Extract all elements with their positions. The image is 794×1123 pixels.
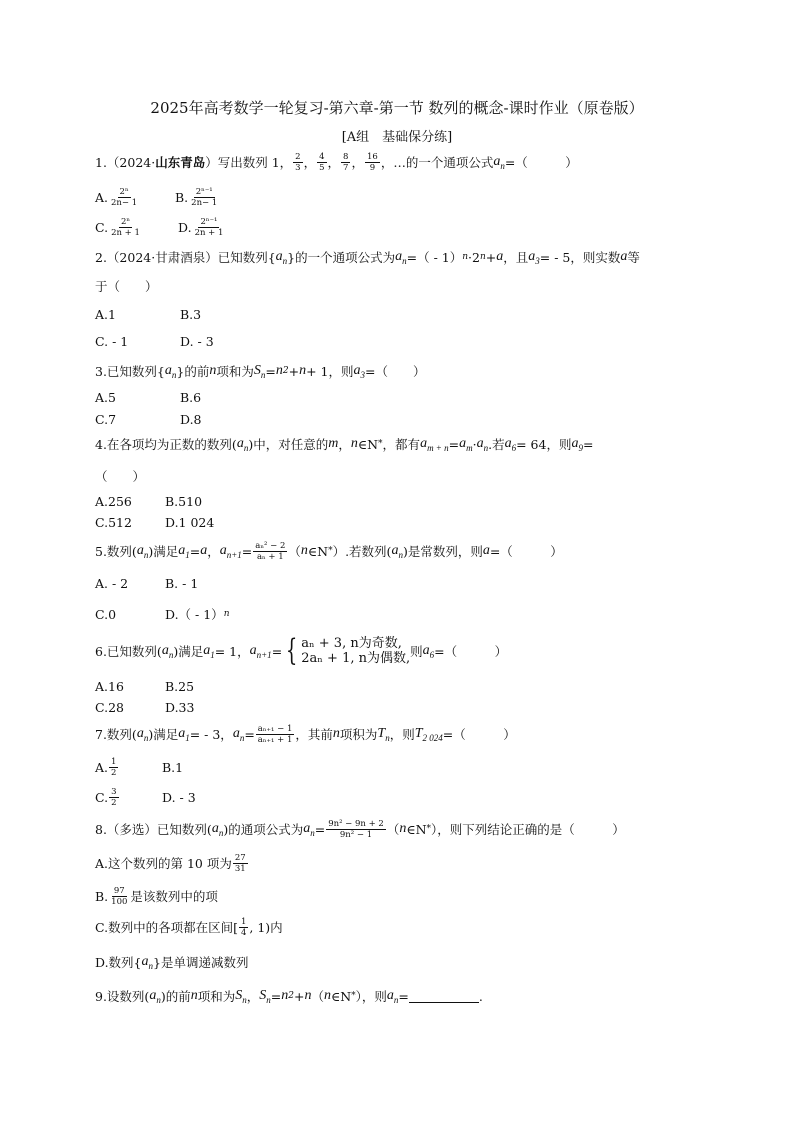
math-variable: $a_{n+1}$ [219, 542, 242, 560]
text-run: 2025年高考数学一轮复习-第六章-第一节 数列的概念-课时作业（原卷版） [150, 98, 644, 117]
math-variable: $T_n$ [377, 725, 390, 743]
math-variable: $a_n$ [164, 362, 177, 380]
subscript: n [310, 827, 315, 838]
fraction [239, 917, 248, 938]
math-variable: $a_n$ [476, 435, 489, 453]
math-variable: n [350, 436, 358, 451]
subscript: n [483, 442, 489, 453]
text-line [95, 981, 483, 1011]
fraction-numerator: 27 [234, 852, 246, 863]
superscript: 2 [282, 366, 289, 376]
math-variable: a [482, 543, 490, 558]
subscript: n+1 [256, 649, 272, 660]
text-run: D.33 [165, 699, 195, 715]
text-line [95, 182, 140, 212]
text-run: = [189, 543, 201, 559]
text-run: 9.设数列( [95, 989, 150, 1004]
superscript: n [223, 609, 230, 619]
subscript: 1 [185, 549, 190, 560]
text-run: . [478, 988, 483, 1004]
text-run: （ [386, 822, 400, 837]
option-text [175, 182, 220, 212]
subscript: n [402, 255, 407, 266]
option-text [180, 326, 214, 356]
text-run: ∈N [357, 436, 379, 452]
subscript: n [282, 255, 288, 266]
subscript: n [398, 549, 403, 560]
text-run: }是单调递减数列 [153, 955, 249, 970]
text-run: [A组 基础保分练] [341, 129, 453, 145]
text-run: ， [338, 437, 351, 452]
text-run: ∈N [330, 988, 352, 1004]
fraction-numerator: 8 [343, 151, 349, 162]
text-run: =（ ） [434, 644, 508, 659]
subscript: n [500, 160, 505, 171]
fraction [109, 187, 139, 208]
text-run: = [582, 436, 594, 452]
text-run: 5.数列( [95, 544, 137, 559]
text-run: =（ ） [364, 364, 426, 379]
fraction-numerator: 97 [113, 885, 125, 896]
text-run: ，都有 [382, 437, 421, 452]
text-run: A.256 [95, 493, 132, 509]
math-variable: $a_3$ [528, 248, 540, 266]
text-run: = 1， [214, 644, 250, 659]
math-variable: $a_n$ [275, 248, 288, 266]
text-run: 8.（多选）已知数列( [95, 822, 212, 837]
option-text [165, 507, 214, 537]
fraction-denominator: 5 [319, 162, 325, 173]
math-variable: $a_n$ [161, 642, 174, 660]
text-run: ， [351, 155, 364, 170]
text-run: = - 5，则实数 [539, 250, 621, 265]
text-run: }的前 [176, 364, 210, 379]
subscript: n [143, 549, 149, 560]
subscript: n [243, 442, 249, 453]
option-text [165, 568, 198, 598]
text-run: B. [95, 888, 109, 904]
option-text [178, 212, 226, 242]
text-run: = [398, 988, 409, 1004]
math-variable: $a_n$ [141, 953, 154, 971]
superscript: * [351, 991, 356, 1001]
fraction [109, 217, 142, 238]
text-run: C. [95, 789, 109, 805]
subscript: n [156, 994, 161, 1005]
section-subtitle [0, 120, 794, 150]
math-variable: $a_n$ [236, 435, 249, 453]
fraction-numerator: 1 [111, 756, 117, 767]
subscript: n [239, 732, 245, 743]
math-variable: $a_n$ [136, 542, 149, 560]
text-run: C.28 [95, 699, 124, 715]
text-run: )是常数列，则 [402, 544, 483, 559]
text-run: A.这个数列的第 10 项为 [95, 856, 232, 871]
fraction-numerator: 2 [295, 151, 301, 162]
text-run: )满足 [173, 644, 204, 659]
superscript: n [479, 252, 486, 262]
text-line [95, 356, 425, 386]
text-run: C.512 [95, 514, 132, 530]
text-line [95, 692, 124, 722]
option-text [162, 782, 196, 812]
text-run: 项和为 [216, 364, 254, 379]
math-variable: $a_1$ [178, 725, 190, 743]
cases-rows [301, 636, 410, 666]
text-run: D. - 3 [180, 333, 214, 349]
text-run: B.510 [165, 493, 203, 509]
text-run: =（ ） [504, 155, 578, 170]
text-run: ），则下列结论正确的是（ ） [431, 822, 625, 837]
text-line [95, 848, 249, 878]
subscript: 1 [210, 649, 215, 660]
text-line [95, 719, 516, 749]
text-run: =（ ） [489, 544, 563, 559]
math-variable: $a_m$ [459, 435, 473, 453]
fraction-denominator: aₙ + 1 [256, 551, 284, 562]
text-run: = [265, 363, 276, 379]
text-run: )的前 [160, 989, 191, 1004]
text-run: = [244, 726, 255, 742]
text-run: A. [95, 189, 109, 205]
text-run: 7.数列( [95, 727, 137, 742]
subscript: 3 [360, 369, 365, 380]
subscript: m [466, 442, 473, 453]
text-run: B.3 [180, 306, 202, 322]
text-line [95, 147, 578, 177]
fraction [253, 541, 287, 562]
fraction-denominator: 100 [111, 896, 128, 907]
text-run: D.1 024 [165, 514, 215, 530]
math-variable: n [332, 726, 340, 741]
text-run: D.（ - 1） [165, 607, 224, 622]
text-line [95, 912, 283, 942]
math-variable: n [275, 363, 283, 378]
fraction [109, 757, 118, 778]
text-run: （ [288, 544, 301, 559]
math-variable: m [328, 436, 339, 451]
subscript: n [218, 827, 224, 838]
text-run: 于（ ） [95, 279, 158, 294]
math-variable: $a_n$ [211, 820, 224, 838]
option-text [180, 299, 201, 329]
fraction-numerator: 3 [111, 786, 117, 797]
page-title [0, 92, 794, 122]
fraction [233, 853, 248, 874]
fraction-numerator: 9n² − 9n + 2 [328, 818, 384, 829]
text-run: C.数列中的各项都在区间 [95, 920, 234, 935]
text-run: 2.（2024·甘肃酒泉）已知数列{ [95, 250, 276, 265]
subscript: n [171, 369, 177, 380]
text-run: （ ） [95, 469, 146, 484]
fraction-denominator: 2 [111, 797, 117, 808]
fraction-denominator: 2n + 1 [111, 227, 140, 238]
fraction [109, 787, 118, 808]
fraction-numerator: 16 [366, 151, 378, 162]
text-run: ∈N [406, 821, 427, 837]
text-run: ，其前 [295, 727, 333, 742]
text-line [95, 429, 593, 459]
text-run: = [448, 436, 460, 452]
text-line [95, 242, 640, 272]
text-run: ， [327, 155, 341, 170]
text-line [95, 326, 128, 356]
subscript: 6 [511, 442, 517, 453]
math-variable: $a_6$ [504, 435, 517, 453]
text-run: B. - 1 [165, 575, 199, 591]
text-run: 项积为 [339, 727, 378, 742]
text-run: = - 3， [189, 727, 233, 742]
math-variable: $a_n$ [391, 542, 403, 560]
text-run: 是该数列中的项 [130, 889, 218, 904]
text-run: + [293, 988, 305, 1004]
case-row: 2aₙ + 1, n为偶数, [301, 651, 411, 666]
superscript: n [462, 252, 469, 262]
math-variable: n [323, 988, 331, 1003]
subscript: 9 [578, 442, 583, 453]
text-run: 6.已知数列( [95, 644, 162, 659]
math-variable: $a_9$ [571, 435, 583, 453]
text-run: }的一个通项公式为 [287, 250, 396, 265]
subscript: n [393, 994, 399, 1005]
math-variable: $a_1$ [203, 642, 215, 660]
subscript: n [148, 960, 154, 971]
math-variable: a [620, 249, 628, 264]
fraction [256, 724, 295, 745]
fraction [109, 886, 129, 907]
text-line [95, 568, 128, 598]
subscript: n [143, 732, 149, 743]
text-run: , 1)内 [249, 920, 283, 935]
fraction-numerator: 2ⁿ⁻¹ [200, 216, 218, 227]
math-variable: $a_{m + n}$ [420, 435, 449, 453]
text-run: ）.若数列( [332, 544, 392, 559]
text-run: ），则 [355, 989, 387, 1004]
text-run: ， [303, 155, 317, 170]
text-run: A. - 2 [95, 575, 129, 591]
subscript: 1 [185, 732, 190, 743]
text-run: = [314, 821, 326, 837]
text-line [95, 599, 116, 629]
text-run: .若 [488, 437, 505, 452]
math-variable: $a_1$ [178, 542, 190, 560]
text-run: ，则 [389, 727, 415, 742]
text-run: )中，对任意的 [248, 437, 329, 452]
left-brace: { [285, 633, 298, 668]
text-run: )的通项公式为 [223, 822, 304, 837]
subscript: n+1 [226, 549, 242, 560]
text-run: D.数列{ [95, 955, 142, 970]
text-run: C.0 [95, 606, 117, 622]
math-variable: n [304, 988, 312, 1003]
text-run: A.1 [95, 306, 116, 322]
text-run: 等 [627, 250, 640, 265]
math-variable: $T_{2 024}$ [414, 725, 443, 743]
text-run: （ [311, 989, 324, 1004]
math-variable: $a_n$ [395, 248, 407, 266]
text-run: ）写出数列 1， [205, 155, 293, 170]
text-run: [ [233, 919, 238, 935]
fraction-numerator: 4 [319, 151, 325, 162]
text-run: + 1，则 [306, 364, 354, 379]
fraction [365, 152, 380, 173]
text-run: = 64，则 [516, 437, 572, 452]
superscript: * [426, 824, 432, 834]
text-run: 1.（2024· [95, 155, 156, 170]
text-line [95, 814, 625, 844]
piecewise-cases [282, 633, 411, 668]
text-run: )满足 [148, 544, 179, 559]
math-variable: $a_n$ [493, 153, 505, 171]
text-run: B.1 [162, 759, 184, 775]
fraction [326, 819, 386, 840]
text-run: = [270, 988, 282, 1004]
text-run: =（ ） [442, 727, 516, 742]
fraction-denominator: aₙ₊₁ + 1 [257, 734, 293, 745]
subscript: n [260, 369, 266, 380]
text-line [95, 212, 143, 242]
fraction [341, 152, 350, 173]
subscript: n [242, 994, 247, 1005]
answer-blank[interactable] [409, 990, 479, 1003]
text-run: B.25 [165, 678, 195, 694]
fraction [193, 217, 226, 238]
fraction-denominator: 2n− 1 [111, 197, 138, 208]
subscript: 6 [429, 649, 435, 660]
fraction-numerator: aₙ₊₁ − 1 [257, 723, 293, 734]
math-variable: $a_n$ [149, 987, 161, 1005]
text-run: = [271, 643, 283, 659]
text-run: + [288, 363, 300, 379]
math-variable: n [209, 363, 217, 378]
math-variable: n [299, 363, 307, 378]
text-run: )满足 [148, 727, 179, 742]
text-run: 项和为 [197, 989, 236, 1004]
text-run: + [485, 249, 497, 265]
fraction-numerator: 2ⁿ [120, 216, 131, 227]
option-text [165, 692, 194, 722]
math-variable: n [399, 821, 407, 836]
text-line [95, 947, 248, 977]
text-line [95, 752, 119, 782]
text-run: C. - 1 [95, 333, 129, 349]
math-variable: $a_n$ [386, 987, 399, 1005]
subscript: n [385, 732, 390, 743]
superscript: * [378, 439, 383, 449]
fraction-denominator: 3 [295, 162, 301, 173]
fraction-denominator: 31 [234, 863, 246, 874]
option-text [162, 752, 183, 782]
fraction-numerator: 2ⁿ⁻¹ [195, 186, 213, 197]
text-run: ， [246, 989, 260, 1004]
math-variable: $a_n$ [136, 725, 149, 743]
text-run: A. [95, 759, 109, 775]
text-run: = [241, 543, 253, 559]
subscript: 3 [535, 255, 540, 266]
text-line [95, 507, 132, 537]
text-run: C. [95, 219, 109, 235]
text-run: 则 [410, 644, 423, 659]
subscript: m + n [427, 442, 449, 453]
text-run: D.8 [180, 411, 202, 427]
math-variable: $a_n$ [232, 725, 245, 743]
option-text [165, 599, 229, 629]
text-line [95, 271, 158, 301]
fraction-numerator: 2ⁿ [119, 186, 129, 197]
text-run: 4.在各项均为正数的数列( [95, 437, 237, 452]
text-run: ·2 [468, 249, 480, 265]
fraction-denominator: 2n + 1 [194, 227, 224, 238]
text-line [95, 536, 563, 566]
text-run: 3.已知数列{ [95, 364, 165, 379]
math-variable: $a_{n+1}$ [249, 642, 272, 660]
text-line [95, 633, 508, 668]
text-line [95, 782, 120, 812]
math-variable: $a_6$ [422, 642, 435, 660]
text-run: =（ - 1） [406, 250, 463, 265]
fraction-denominator: 2n− 1 [191, 197, 218, 208]
text-run: ，且 [503, 250, 529, 265]
math-variable: a [200, 543, 208, 558]
text-run: ，…的一个通项公式 [380, 155, 494, 170]
superscript: * [328, 546, 333, 556]
fraction-denominator: 7 [343, 162, 349, 173]
subscript: n [168, 649, 174, 660]
fraction [189, 187, 219, 208]
math-variable: n [190, 988, 198, 1003]
fraction-numerator: aₙ² − 2 [255, 540, 286, 551]
text-line [95, 881, 218, 911]
text-run: D. [178, 219, 192, 235]
fraction-numerator: 1 [240, 916, 247, 927]
text-line [95, 299, 116, 329]
math-variable: $a_n$ [303, 820, 315, 838]
text-run: B.6 [180, 389, 202, 405]
fraction-denominator: 9n² − 1 [339, 829, 373, 840]
subscript: n [266, 994, 271, 1005]
text-run: A.16 [95, 678, 124, 694]
fraction [317, 152, 326, 173]
text-run: D. - 3 [162, 789, 196, 805]
subscript: 2 024 [422, 732, 443, 743]
text-run: ∈N [307, 543, 329, 559]
math-variable: $a_3$ [353, 362, 365, 380]
text-run: C.7 [95, 411, 117, 427]
text-run: A.5 [95, 389, 116, 405]
math-variable: $S_n$ [235, 987, 247, 1005]
math-variable: $S_n$ [253, 362, 266, 380]
math-variable: a [496, 249, 504, 264]
text-run: B. [175, 189, 189, 205]
fraction [293, 152, 302, 173]
bold-text: 山东青岛 [155, 155, 206, 170]
math-variable: n [281, 988, 289, 1003]
case-row: aₙ + 3, n为奇数, [301, 636, 402, 651]
text-run: ， [207, 544, 220, 559]
math-variable: n [300, 543, 308, 558]
fraction-denominator: 4 [240, 927, 247, 938]
fraction-denominator: 2 [111, 767, 117, 778]
fraction-denominator: 9 [369, 162, 376, 173]
text-run: · [472, 436, 477, 452]
math-variable: $S_n$ [259, 987, 271, 1005]
superscript: 2 [288, 991, 294, 1001]
